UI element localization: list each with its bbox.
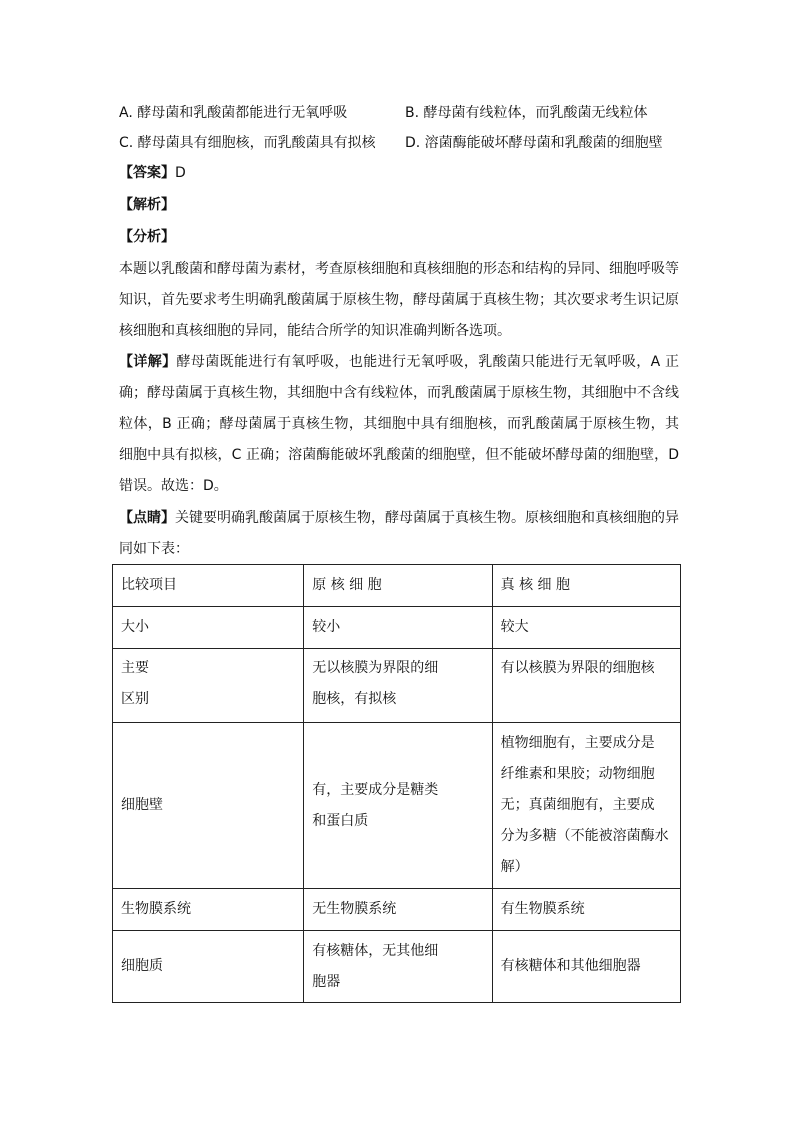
cell-prokaryote: 较小 [304,607,492,649]
cell-prokaryote: 有核糖体，无其他细 胞器 [304,931,492,1003]
cell-prokaryote: 无生物膜系统 [304,889,492,931]
table-row-cytoplasm [113,931,681,1003]
detail-paragraph [119,347,679,502]
table-row-main-difference [113,649,681,723]
answer-value: D [175,165,186,181]
comparison-table [112,564,681,1003]
cell-eukaryote: 有生物膜系统 [492,889,680,931]
fenxi-paragraph: 本题以乳酸菌和酵母菌为素材，考查原核细胞和真核细胞的形态和结构的异同、细胞呼吸等知识，首先要求考生明确乳酸菌属于原核生物，酵母菌属于真核生物；其次要求考生识记原核细胞和真核细胞的异同，能结合所学的知识准确判断各选项。 [119,261,679,339]
row-label: 大小 [113,607,304,649]
option-c: C. 酵母菌具有细胞核，而乳酸菌具有拟核 [119,135,376,151]
header-item: 比较项目 [113,565,304,607]
analysis-heading: 【解析】 [119,197,175,213]
row-label: 主要 区别 [113,649,304,723]
table-row-cell-wall [113,723,681,889]
detail-tag: 【详解】 [119,354,177,370]
fenxi-heading: 【分析】 [119,229,175,245]
header-eukaryote: 真 核 细 胞 [492,565,680,607]
cell-prokaryote: 有，主要成分是糖类 和蛋白质 [304,723,492,889]
answer-tag: 【答案】 [119,165,175,181]
table-header-row [113,565,681,607]
option-b: B. 酵母菌有线粒体，而乳酸菌无线粒体 [405,105,648,121]
cell-eukaryote: 有以核膜为界限的细胞核 [492,649,680,723]
row-label: 细胞质 [113,931,304,1003]
cell-eukaryote: 植物细胞有，主要成分是 纤维素和果胶；动物细胞 无；真菌细胞有，主要成 分为多糖（不能被溶菌酶水 解） [492,723,680,889]
cell-prokaryote: 无以核膜为界限的细 胞核，有拟核 [304,649,492,723]
comment-paragraph [119,503,679,565]
option-a: A. 酵母菌和乳酸菌都能进行无氧呼吸 [119,105,348,121]
comment-tag: 【点睛】 [119,510,175,526]
header-prokaryote: 原 核 细 胞 [304,565,492,607]
detail-text: 酵母菌既能进行有氧呼吸，也能进行无氧呼吸，乳酸菌只能进行无氧呼吸，A 正确；酵母菌属于真核生物，其细胞中含有线粒体，而乳酸菌属于原核生物，其细胞中不含线粒体，B 正确；酵母菌属于真核生物，其细胞中具有细胞核，而乳酸菌属于原核生物，其细胞中具有拟核，C 正确；溶菌酶能破坏乳酸菌的细胞壁，但不能破坏酵母菌的细胞壁，D 错误。故选：D。 [119,354,680,494]
cell-eukaryote: 较大 [492,607,680,649]
cell-eukaryote: 有核糖体和其他细胞器 [492,931,680,1003]
row-label: 细胞壁 [113,723,304,889]
answer-line [119,163,186,183]
row-label: 生物膜系统 [113,889,304,931]
option-d: D. 溶菌酶能破坏酵母菌和乳酸菌的细胞壁 [405,135,663,151]
comment-text: 关键要明确乳酸菌属于原核生物，酵母菌属于真核生物。原核细胞和真核细胞的异同如下表： [119,510,679,557]
table-row-size [113,607,681,649]
table-row-membrane-system [113,889,681,931]
